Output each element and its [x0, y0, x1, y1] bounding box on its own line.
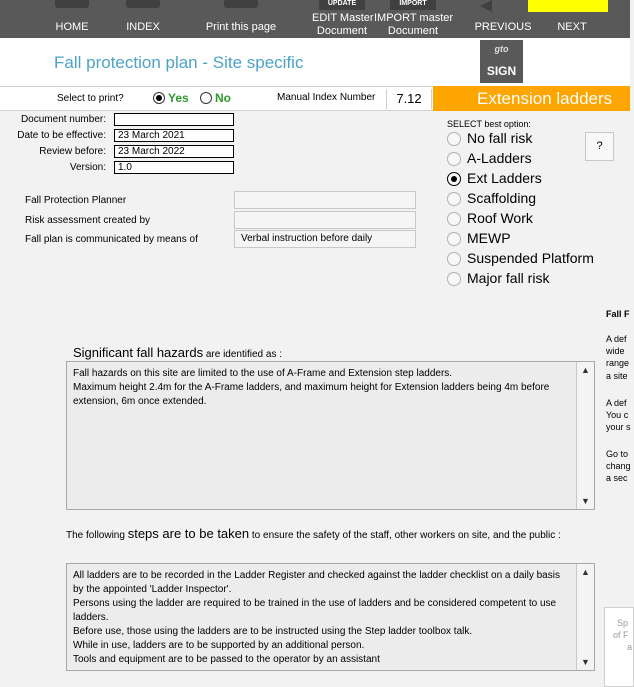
- option-label: No fall risk: [467, 130, 533, 146]
- option-radio[interactable]: [447, 132, 461, 146]
- edit-master-sublabel: Document: [316, 25, 368, 37]
- page-title: Fall protection plan - Site specific: [54, 53, 304, 72]
- steps-textarea[interactable]: [66, 563, 595, 671]
- hazards-text: Fall hazards on this site are limited to the use of A-Frame and Extension step ladders. Maximum height 2.4m for the A-Frame ladders, and maximum height for Extension ladders being 4m before extension, 6m once extended.: [73, 368, 550, 407]
- manual-index-value: 7.12: [386, 89, 432, 109]
- side-panel-line: wide: [606, 346, 625, 356]
- manual-index-label: Manual Index Number: [277, 92, 376, 103]
- option-label: Ext Ladders: [467, 170, 542, 186]
- review-before-field[interactable]: 23 March 2022: [114, 145, 234, 158]
- print-button[interactable]: [200, 0, 282, 38]
- next-button[interactable]: [550, 0, 594, 38]
- edit-master-label: EDIT Master: [312, 12, 374, 24]
- hazards-heading-suffix: are identified as :: [203, 349, 283, 360]
- side-panel-title: Fall F: [606, 309, 630, 319]
- home-button[interactable]: [50, 0, 94, 38]
- version-label: Version:: [69, 162, 106, 173]
- print-yes-label[interactable]: Yes: [168, 91, 189, 105]
- side-panel-line: your s: [606, 422, 631, 432]
- option-label: MEWP: [467, 230, 511, 246]
- steps-text: All ladders are to be recorded in the Ladder Register and checked against the ladder checklist on a daily basis by the appointed 'Ladder Inspector'. Persons using the ladder are required to be trained in the use of ladders and be considered competent to use ladders. Before use, those using the ladders are to be instructed using the Step ladder toolbox talk. While in use, ladders are to be supported by an additional person. Tools and equipment are to be passed to the operator by an assistant: [73, 570, 560, 665]
- steps-scrollbar[interactable]: [576, 564, 594, 670]
- hazards-heading: [73, 345, 282, 360]
- index-button[interactable]: [120, 0, 166, 38]
- import-icon: IMPORT: [390, 0, 436, 10]
- print-label: Print this page: [205, 21, 277, 33]
- side-box-line: Sp: [617, 618, 629, 628]
- document-number-field[interactable]: [114, 113, 234, 126]
- next-label: NEXT: [557, 21, 587, 33]
- steps-heading-prefix: The following: [66, 530, 128, 541]
- index-label: INDEX: [126, 21, 160, 33]
- edit-master-button[interactable]: [312, 0, 372, 38]
- option-radio[interactable]: [447, 272, 461, 286]
- side-box-line: of F: [613, 630, 629, 640]
- side-panel-line: Go to: [606, 449, 629, 459]
- signature-icon: gto: [494, 44, 509, 54]
- hazards-scrollbar[interactable]: [576, 362, 594, 509]
- side-box-line: a: [627, 642, 633, 652]
- risk-assessment-label: Risk assessment created by: [25, 215, 151, 226]
- index-icon: [126, 0, 160, 8]
- fall-protection-planner-field[interactable]: [234, 191, 416, 209]
- version-field[interactable]: 1.0: [114, 161, 234, 174]
- option-radio[interactable]: [447, 152, 461, 166]
- scroll-up-icon[interactable]: ▲: [581, 567, 590, 577]
- option-radio[interactable]: [447, 232, 461, 246]
- option-label: Scaffolding: [467, 190, 537, 206]
- section-banner: Extension ladders: [433, 86, 630, 111]
- risk-assessment-field[interactable]: [234, 211, 416, 229]
- option-label: Suspended Platform: [467, 250, 594, 266]
- import-master-button[interactable]: [374, 0, 452, 38]
- print-yes-radio[interactable]: [153, 92, 165, 104]
- option-radio[interactable]: [447, 212, 461, 226]
- side-panel-line: a sec: [606, 473, 628, 483]
- date-effective-field[interactable]: 23 March 2021: [114, 129, 234, 142]
- side-panel-line: A def: [606, 398, 627, 408]
- option-radio-selected[interactable]: [447, 172, 461, 186]
- option-radio[interactable]: [447, 252, 461, 266]
- scroll-up-icon[interactable]: ▲: [581, 365, 590, 375]
- side-panel-line: You c: [606, 410, 629, 420]
- toolbar: [0, 0, 630, 38]
- import-master-sublabel: Document: [387, 25, 439, 37]
- previous-button[interactable]: [474, 0, 532, 38]
- side-panel-line: range: [606, 358, 630, 368]
- hazards-heading-main: Significant fall hazards: [73, 345, 204, 360]
- review-before-label: Review before:: [39, 146, 106, 157]
- side-panel-box: [604, 607, 634, 687]
- communicated-by-label: Fall plan is communicated by means of: [25, 234, 198, 245]
- fall-protection-planner-label: Fall Protection Planner: [25, 195, 127, 206]
- home-label: HOME: [55, 21, 89, 33]
- previous-label: PREVIOUS: [474, 21, 532, 33]
- scroll-down-icon[interactable]: ▼: [581, 657, 590, 667]
- sign-button[interactable]: [480, 40, 523, 83]
- document-number-label: Document number:: [20, 114, 106, 125]
- option-radio[interactable]: [447, 192, 461, 206]
- printer-icon: [224, 0, 258, 8]
- side-panel-line: chang: [606, 461, 631, 471]
- print-no-radio[interactable]: [200, 92, 212, 104]
- option-label: A-Ladders: [467, 150, 532, 166]
- select-option-label: SELECT best option:: [447, 119, 531, 129]
- import-master-label: IMPORT master: [374, 12, 454, 24]
- communicated-by-field[interactable]: Verbal instruction before daily: [234, 230, 416, 248]
- sign-label: SIGN: [486, 64, 517, 78]
- scroll-down-icon[interactable]: ▼: [581, 496, 590, 506]
- steps-heading: [66, 527, 586, 543]
- help-button[interactable]: ?: [585, 132, 614, 161]
- select-to-print-label: Select to print?: [57, 93, 124, 104]
- side-panel-line: a site: [606, 371, 628, 381]
- steps-heading-suffix: to ensure the safety of the staff, other workers on site, and the public :: [249, 530, 561, 541]
- print-no-label[interactable]: No: [215, 91, 231, 105]
- option-label: Major fall risk: [467, 270, 550, 286]
- side-panel-line: A def: [606, 334, 627, 344]
- home-icon: [55, 0, 89, 8]
- option-label: Roof Work: [467, 210, 533, 226]
- steps-heading-main: steps are to be taken: [127, 526, 250, 541]
- hazards-textarea[interactable]: [66, 361, 595, 510]
- update-icon: UPDATE: [319, 0, 365, 10]
- date-effective-label: Date to be effective:: [17, 130, 106, 141]
